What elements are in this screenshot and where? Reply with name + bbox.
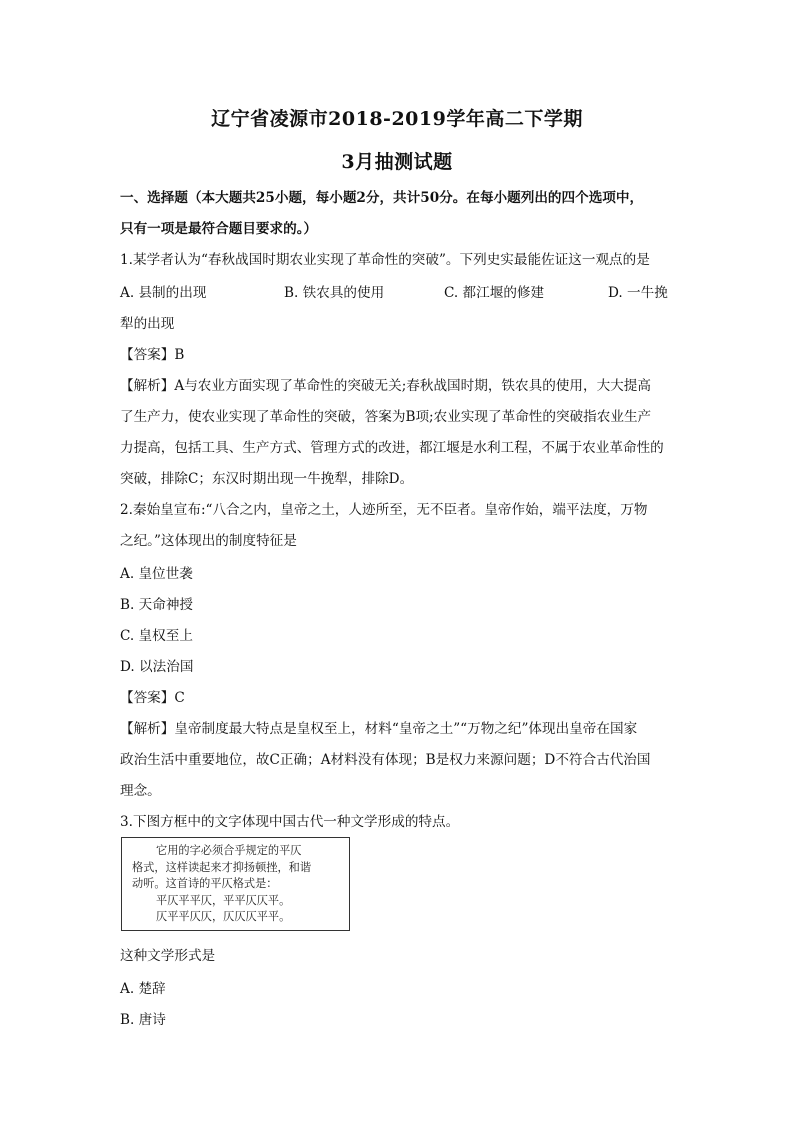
q3-box-line4: 平仄平平仄，平平仄仄平。 <box>156 893 291 907</box>
q1-option-b: B. 铁农具的使用 <box>284 285 385 301</box>
q3-quote-box <box>121 837 350 931</box>
q1-analysis-line2: 了生产力，使农业实现了革命性的突破，答案为B项;农业实现了革命性的突破指农业生产 <box>120 409 652 425</box>
q2-answer: 【答案】C <box>120 690 185 706</box>
q3-option-b: B. 唐诗 <box>120 1012 166 1028</box>
q2-stem-line1: 2.秦始皇宣布:“八合之内，皇帝之土，人迹所至，无不臣者。皇帝作始，端平法度，万物 <box>120 502 648 518</box>
q1-analysis-line4: 突破，排除C；东汉时期出现一牛挽犁，排除D。 <box>120 471 414 487</box>
document-title-line1: 辽宁省凌源市2018-2019学年高二下学期 <box>211 108 583 130</box>
q2-analysis-line2: 政治生活中重要地位，故C正确；A材料没有体现；B是权力来源问题；D不符合古代治国 <box>120 752 651 768</box>
q1-option-d-continued: 犁的出现 <box>120 316 175 332</box>
q2-stem-line2: 之纪。”这体现出的制度特征是 <box>120 533 297 549</box>
q1-analysis-line3: 力提高，包括工具、生产方式、管理方式的改进，都江堰是水利工程，不属于农业革命性的 <box>120 440 664 456</box>
document-title-line2: 3月抽测试题 <box>341 151 453 173</box>
q3-box-line1: 它用的字必须合乎规定的平仄 <box>156 844 302 857</box>
q1-answer: 【答案】B <box>120 347 185 363</box>
q2-analysis-line3: 理念。 <box>120 783 161 799</box>
section-heading-line1: 一、选择题（本大题共25小题，每小题2分，共计50分。在每小题列出的四个选项中， <box>120 190 644 206</box>
q2-analysis-line1: 【解析】皇帝制度最大特点是皇权至上，材料“皇帝之土”“万物之纪”体现出皇帝在国家 <box>120 721 638 737</box>
q3-question: 这种文学形式是 <box>120 948 216 964</box>
q2-option-c: C. 皇权至上 <box>120 628 193 644</box>
q1-option-a: A. 县制的出现 <box>120 285 207 301</box>
q1-analysis-line1: 【解析】A与农业方面实现了革命性的突破无关;春秋战国时期，铁农具的使用，大大提高 <box>120 378 651 394</box>
section-heading-line2: 只有一项是最符合题目要求的。） <box>120 221 318 237</box>
q3-box-line3: 动听。这首诗的平仄格式是： <box>132 877 278 891</box>
q3-box-line5: 仄平平仄仄，仄仄仄平平。 <box>156 910 291 924</box>
q2-option-d: D. 以法治国 <box>120 659 194 675</box>
q3-box-line2: 格式，这样读起来才抑扬顿挫，和谐 <box>132 860 312 874</box>
q1-option-c: C. 都江堰的修建 <box>444 285 545 301</box>
q3-option-a: A. 楚辞 <box>120 981 166 997</box>
q3-stem: 3.下图方框中的文字体现中国古代一种文学形成的特点。 <box>120 814 460 830</box>
q1-stem: 1.某学者认为“春秋战国时期农业实现了革命性的突破”。下列史实最能佐证这一观点的是 <box>120 252 650 268</box>
q2-option-b: B. 天命神授 <box>120 597 194 613</box>
q1-option-d: D. 一牛挽 <box>608 285 668 301</box>
q2-option-a: A. 皇位世袭 <box>120 566 193 582</box>
